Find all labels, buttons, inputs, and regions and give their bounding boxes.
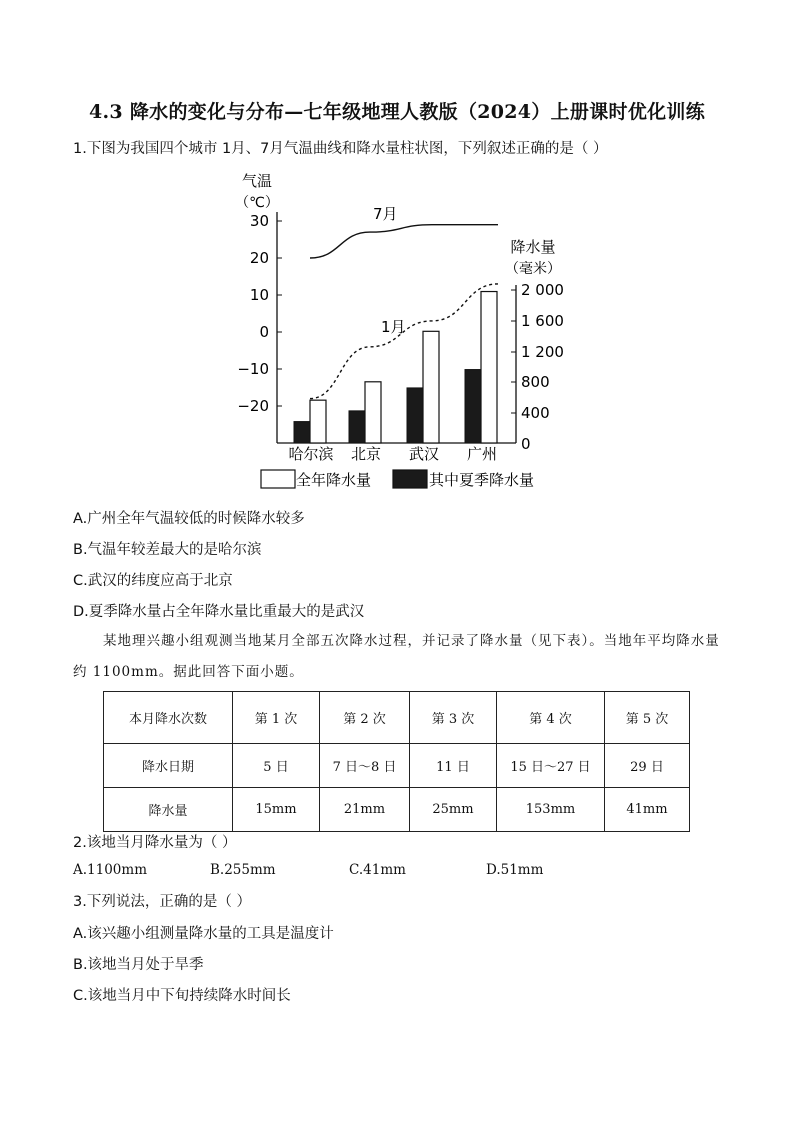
right-tick: 1 600: [521, 312, 564, 330]
question-2-stem: 2.该地当月降水量为（ ）: [73, 835, 237, 851]
right-tick: 0: [521, 435, 531, 453]
summer-precipitation-bar: [294, 422, 310, 443]
legend-swatch-annual: [261, 470, 295, 488]
rainfall-table: [103, 691, 690, 832]
page-title: 4.3 降水的变化与分布—七年级地理人教版（2024）上册课时优化训练: [88, 101, 706, 123]
left-tick: 20: [249, 249, 269, 267]
summer-precipitation-bar: [349, 411, 365, 443]
question-2-option-d: D.51mm: [486, 862, 544, 878]
table-cell: 第 5 次: [605, 692, 690, 744]
annual-precipitation-bar: [310, 400, 326, 443]
right-tick: 1 200: [521, 343, 564, 361]
table-cell: 153mm: [497, 788, 605, 832]
table-cell: 第 1 次: [233, 692, 320, 744]
table-cell: 15 日～27 日: [497, 744, 605, 788]
category-label: 哈尔滨: [288, 445, 334, 463]
annual-precipitation-bar: [423, 331, 439, 443]
question-1-stem: 1.下图为我国四个城市 1月、7月气温曲线和降水量柱状图，下列叙述正确的是（ ）: [73, 141, 608, 157]
question-1-option-c: C.武汉的纬度应高于北京: [73, 573, 233, 589]
question-1-option-d: D.夏季降水量占全年降水量比重最大的是武汉: [73, 604, 365, 620]
question-1-option-b: B.气温年较差最大的是哈尔滨: [73, 542, 262, 558]
july-line-label: 7月: [373, 205, 398, 223]
table-cell: 5 日: [233, 744, 320, 788]
table-cell: 第 3 次: [410, 692, 497, 744]
table-cell: 本月降水次数: [104, 692, 233, 744]
table-cell: 第 2 次: [320, 692, 410, 744]
table-cell: 降水日期: [104, 744, 233, 788]
category-label: 广州: [466, 445, 498, 463]
legend-swatch-summer: [393, 470, 427, 488]
table-row: [104, 744, 690, 788]
question-1-option-a: A.广州全年气温较低的时候降水较多: [73, 511, 305, 527]
table-row: [104, 788, 690, 832]
table-cell: 15mm: [233, 788, 320, 832]
question-3-stem: 3.下列说法，正确的是（ ）: [73, 894, 251, 910]
question-2-option-b: B.255mm: [210, 862, 276, 878]
table-cell: 第 4 次: [497, 692, 605, 744]
reading-passage: 某地理兴趣小组观测当地某月全部五次降水过程，并记录了降水量（见下表）。当地年平均降水量约 1100mm。据此回答下面小题。: [73, 633, 720, 680]
january-line-label: 1月: [381, 318, 406, 336]
question-3-option-b: B.该地当月处于旱季: [73, 957, 204, 973]
right-axis-label: 降水量: [510, 238, 556, 256]
annual-precipitation-bar: [365, 382, 381, 443]
table-cell: 25mm: [410, 788, 497, 832]
left-axis-unit: （℃）: [235, 195, 279, 211]
left-tick: 30: [249, 212, 269, 230]
summer-precipitation-bar: [407, 388, 423, 443]
question-2-option-a: A.1100mm: [73, 862, 147, 878]
table-cell: 11 日: [410, 744, 497, 788]
category-label: 武汉: [408, 445, 440, 463]
legend-label-summer: 其中夏季降水量: [429, 471, 535, 489]
left-tick: −10: [237, 360, 269, 378]
left-tick: 10: [249, 286, 269, 304]
right-tick: 800: [521, 373, 550, 391]
left-tick: −20: [237, 397, 269, 415]
climate-chart: [225, 165, 575, 500]
table-cell: 41mm: [605, 788, 690, 832]
table-cell: 7 日～8 日: [320, 744, 410, 788]
right-tick: 400: [521, 404, 550, 422]
annual-precipitation-bar: [481, 292, 497, 443]
question-2-option-c: C.41mm: [349, 862, 406, 878]
right-tick: 2 000: [521, 281, 564, 299]
july-temperature-line: [310, 225, 498, 258]
question-3-option-a: A.该兴趣小组测量降水量的工具是温度计: [73, 926, 334, 942]
right-axis-unit: （毫米）: [505, 261, 561, 277]
left-axis-label: 气温: [241, 172, 273, 190]
legend-label-annual: 全年降水量: [296, 471, 372, 489]
category-label: 北京: [350, 445, 382, 463]
question-3-option-c: C.该地当月中下旬持续降水时间长: [73, 988, 291, 1004]
table-row: [104, 692, 690, 744]
summer-precipitation-bar: [465, 370, 481, 443]
table-cell: 降水量: [104, 788, 233, 832]
table-cell: 21mm: [320, 788, 410, 832]
left-tick: 0: [259, 323, 269, 341]
table-cell: 29 日: [605, 744, 690, 788]
